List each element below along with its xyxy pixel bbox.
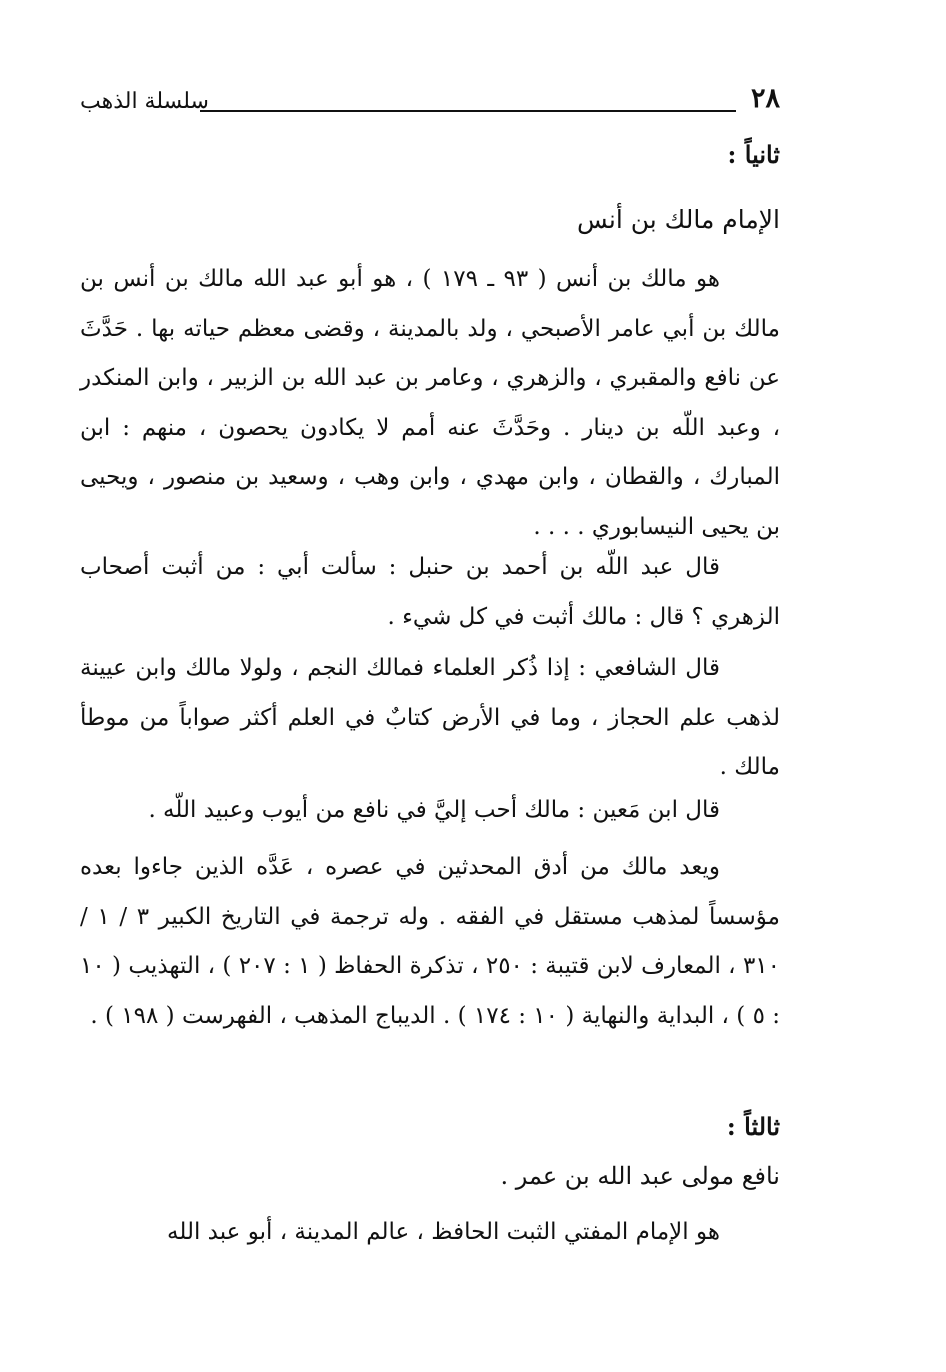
running-title: سلسلة الذهب: [80, 89, 209, 114]
page-header: [80, 83, 780, 118]
section-two-biography: هو مالك بن أنس ( ٩٣ ـ ١٧٩ ) ، هو أبو عبد الله مالك بن أنس بن مالك بن أبي عامر الأصبحي ، ولد بالمدينة ، وقضى معظم حياته بها . حَدَّثَ عن نافع والمقبري ، والزهري ، وعامر بن عبد الله بن الزبير ، وابن المنكدر ، وعبد اللّه بن دينار . وحَدَّثَ عنه أمم لا يكادون يحصون ، منهم : ابن المبارك ، والقطان ، وابن مهدي ، وابن وهب ، وسعيد بن منصور ، ويحيى بن يحيى النيسابوري . . . .: [80, 266, 780, 540]
quote-ahmad-ibn-hanbal: قال عبد اللّه بن أحمد بن حنبل : سألت أبي : من أثبت أصحاب الزهري ؟ قال : مالك أثبت في كل شيء .: [80, 554, 780, 630]
section-two-closing: ويعد مالك من أدق المحدثين في عصره ، عَدَّه الذين جاءوا بعده مؤسساً لمذهب مستقل في الفقه . وله ترجمة في التاريخ الكبير ٣ / ١ / ٣١٠ ، المعارف لابن قتيبة : ٢٥٠ ، تذكرة الحفاظ ( ١ : ٢٠٧ ) ، التهذيب ( ١٠ : ٥ ) ، البداية والنهاية ( ١٠ : ١٧٤ ) . الديباج المذهب ، الفهرست ( ١٩٨ ) .: [80, 854, 781, 1029]
section-three-biography-start: هو الإمام المفتي الثبت الحافظ ، عالم المدينة ، أبو عبد الله: [167, 1219, 720, 1245]
page-number: ٢٨: [750, 83, 780, 114]
section-three-name: نافع مولى عبد الله بن عمر .: [500, 1162, 780, 1190]
header-rule: [200, 110, 736, 112]
section-two-heading: ثانياً :: [727, 140, 780, 169]
quote-al-shafii: قال الشافعي : إذا ذُكر العلماء فمالك النجم ، ولولا مالك وابن عيينة لذهب علم الحجاز ، وما في الأرض كتابٌ في العلم أكثر صواباً من موطأ مالك .: [80, 655, 780, 780]
section-three-heading: ثالثاً :: [726, 1112, 780, 1141]
section-two-name: الإمام مالك بن أنس: [577, 205, 780, 234]
quote-ibn-main: قال ابن مَعين : مالك أحب إليَّ في نافع من أيوب وعبيد اللّه .: [148, 797, 720, 823]
